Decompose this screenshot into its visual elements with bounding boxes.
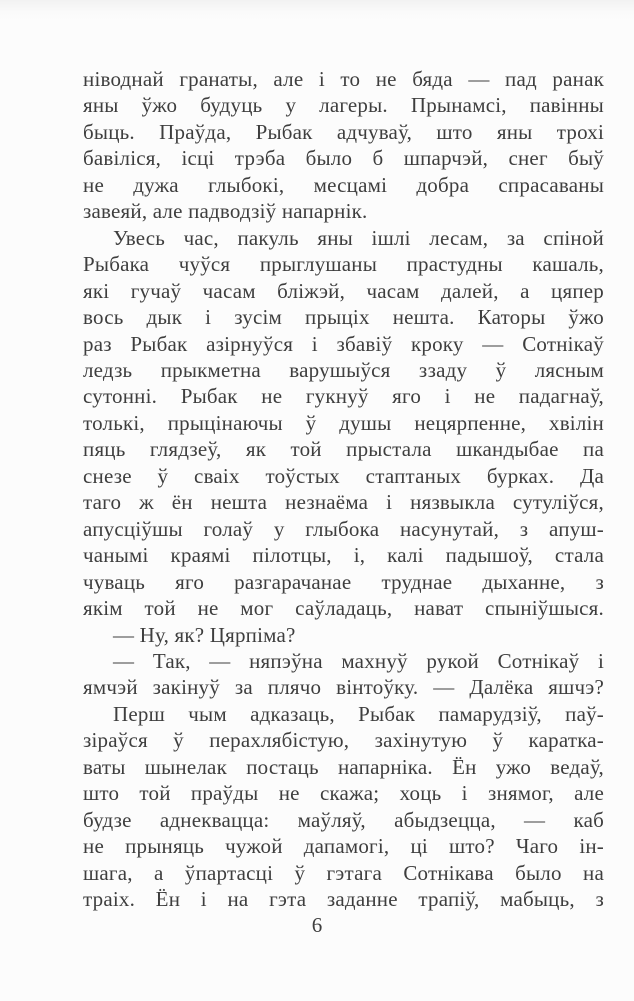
- text-line: ямчэй закінуў за плячо вінтоўку. — Далёка яшчэ?: [83, 675, 604, 700]
- text-line: быць. Праўда, Рыбак адчуваў, што яны трохі: [83, 119, 604, 144]
- text-line: будзе аднеквацца: маўляў, абыдзецца, — каб: [83, 807, 604, 832]
- text-line: ваты шынелак постаць напарніка. Ён ужо ведаў,: [83, 754, 604, 779]
- text-line: — Так, — няпэўна махнуў рукой Сотнікаў і: [113, 648, 604, 673]
- text-line: які гучаў часам бліжэй, часам далей, а цяпер: [83, 278, 604, 303]
- text-line: апусціўшы голаў у глыбока насунутай, з апуш-: [83, 516, 604, 541]
- text-line: бавіліся, ісці трэба было б шпарчэй, снег быў: [83, 146, 604, 171]
- text-line: не дужа глыбокі, месцамі добра спрасаваны: [83, 172, 604, 197]
- page-number: 6: [311, 913, 323, 937]
- text-line: Перш чым адказаць, Рыбак памарудзіў, паў-: [113, 701, 604, 726]
- text-line: сутонні. Рыбак не гукнуў яго і не падагнаў,: [83, 384, 604, 409]
- text-line: раз Рыбак азірнуўся і збавіў кроку — Сотнікаў: [83, 331, 604, 356]
- text-line: зіраўся ў перахлябістую, захінутую ў каратка-: [83, 728, 604, 753]
- text-line: ніводнай гранаты, але і то не бяда — пад ранак: [83, 67, 604, 91]
- text-line: — Ну, як? Цярпіма?: [113, 622, 296, 647]
- text-line: траіх. Ён і на гэта заданне трапіў, мабыць, з: [83, 887, 604, 912]
- text-line: не прыняць чужой дапамогі, ці што? Чаго ін-: [83, 834, 604, 859]
- text-line: Рыбака чуўся прыглушаны прастудны кашаль,: [83, 252, 604, 277]
- text-line: што той праўды не скажа; хоць і знямог, але: [83, 781, 604, 806]
- text-line: толькі, прыцінаючы ў душы нецярпенне, хвілін: [83, 410, 604, 435]
- page-text: [83, 66, 604, 913]
- text-line: якім той не мог саўладаць, нават спыніўшыся.: [83, 596, 604, 621]
- text-line: чанымі краямі пілотцы, і, калі падышоў, стала: [83, 543, 604, 568]
- text-line: таго ж ён нешта незнаёма і нязвыкла сутуліўся,: [83, 490, 604, 515]
- text-line: ледзь прыкметна варушыўся ззаду ў лясным: [83, 357, 604, 382]
- text-line: завеяй, але падводзіў напарнік.: [83, 199, 368, 224]
- text-line: чуваць яго разгарачанае труднае дыханне, з: [83, 569, 604, 594]
- text-line: пяць глядзеў, як той прыстала шкандыбае па: [83, 437, 604, 462]
- text-line: снезе ў сваіх тоўстых стаптаных бурках. Да: [83, 463, 604, 488]
- text-line: вось дык і зусім прыціх нешта. Каторы ўжо: [83, 305, 604, 330]
- text-line: Увесь час, пакуль яны ішлі лесам, за спіной: [113, 225, 604, 250]
- text-line: шага, а ўпартасці ў гэтага Сотнікава было на: [83, 860, 604, 885]
- text-line: яны ўжо будуць у лагеры. Прынамсі, павінны: [83, 93, 604, 118]
